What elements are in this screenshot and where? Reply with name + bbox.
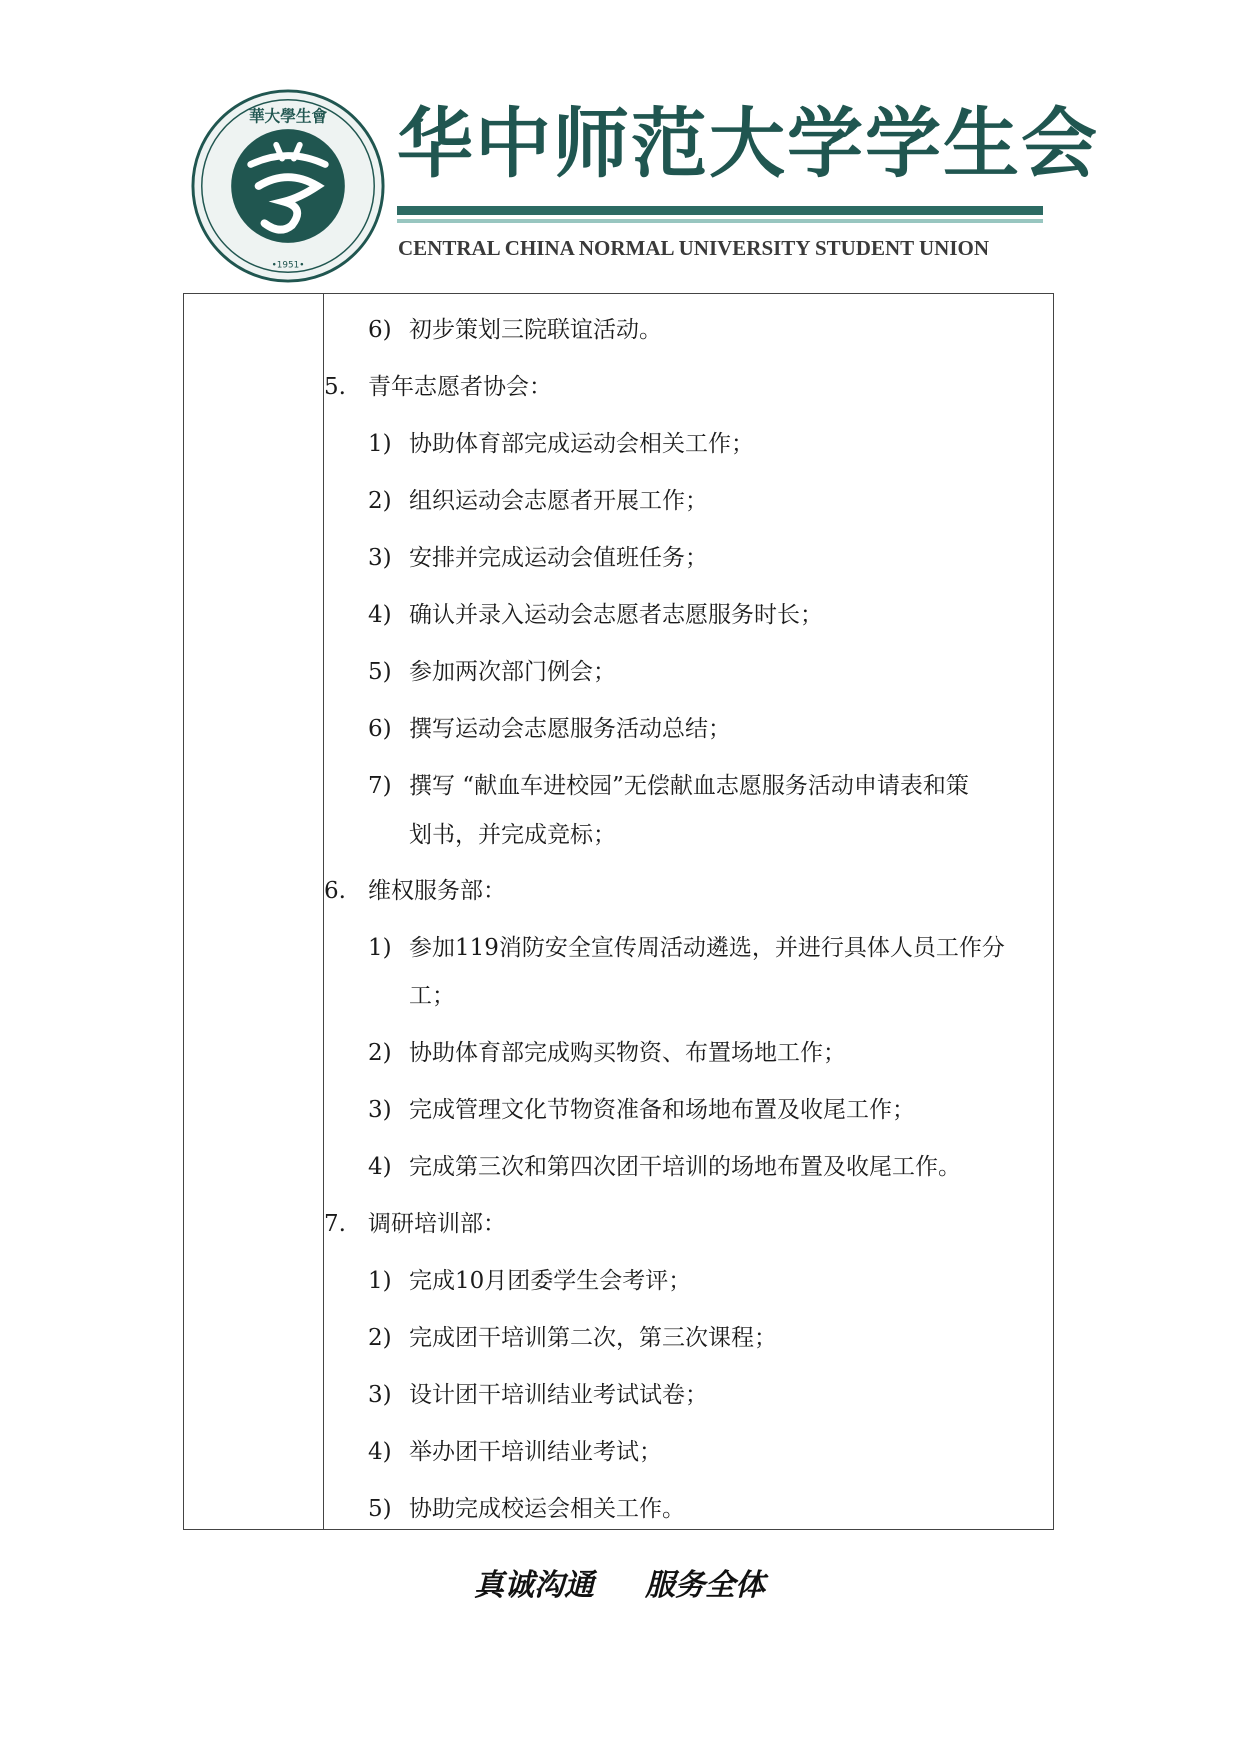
item-text: 撰写运动会志愿服务活动总结； <box>409 716 731 742</box>
item-text: 协助体育部完成购买物资、布置场地工作； <box>409 1040 846 1066</box>
item-number: 1) <box>368 935 392 961</box>
item-text: 青年志愿者协会： <box>368 374 552 400</box>
report-content <box>324 294 1054 1529</box>
item-text: 初步策划三院联谊活动。 <box>409 317 662 343</box>
item-number: 6) <box>368 317 392 343</box>
item-number: 3) <box>368 545 392 571</box>
item-text: 协助体育部完成运动会相关工作； <box>409 431 754 457</box>
report-table <box>183 293 1054 1530</box>
item-text: 完成10月团委学生会考评； <box>409 1268 692 1294</box>
item-number: 2) <box>368 1040 392 1066</box>
item-number: 1) <box>368 1268 392 1294</box>
item-number: 7) <box>368 773 392 799</box>
item-number: 1) <box>368 431 392 457</box>
item-number: 6) <box>368 716 392 742</box>
item-number: 2) <box>368 1325 392 1351</box>
item-text: 撰写 “献血车进校园”无偿献血志愿服务活动申请表和策 <box>409 773 969 799</box>
letterhead <box>190 88 1099 288</box>
item-text: 完成团干培训第二次，第三次课程； <box>409 1325 777 1351</box>
item-number: 3) <box>368 1097 392 1123</box>
item-text: 维权服务部： <box>368 878 506 904</box>
item-number: 4) <box>368 1439 392 1465</box>
slogan-left: 真诚沟通 <box>474 1568 595 1603</box>
item-text: 安排并完成运动会值班任务； <box>409 545 708 571</box>
footer-slogan <box>0 1560 1239 1604</box>
slogan-right: 服务全体 <box>644 1568 765 1603</box>
item-text: 调研培训部： <box>368 1211 506 1237</box>
item-number: 3) <box>368 1382 392 1408</box>
item-text: 设计团干培训结业考试试卷； <box>409 1382 708 1408</box>
item-text: 划书，并完成竞标； <box>409 822 616 848</box>
item-number: 2) <box>368 488 392 514</box>
item-number: 6. <box>324 878 346 904</box>
item-text: 参加两次部门例会； <box>409 659 616 685</box>
item-text: 确认并录入运动会志愿者志愿服务时长； <box>409 602 823 628</box>
item-number: 5. <box>324 374 346 400</box>
title-english: CENTRAL CHINA NORMAL UNIVERSITY STUDENT UNION <box>398 236 990 260</box>
item-number: 5) <box>368 659 392 685</box>
seal-top-text: 華大學生會 <box>248 106 328 126</box>
item-text: 举办团干培训结业考试； <box>409 1439 662 1465</box>
item-number: 7. <box>324 1211 346 1237</box>
title-rule-dark <box>397 206 1043 215</box>
item-text: 工； <box>409 983 455 1009</box>
item-text: 组织运动会志愿者开展工作； <box>409 488 708 514</box>
item-text: 完成第三次和第四次团干培训的场地布置及收尾工作。 <box>409 1154 961 1180</box>
item-text: 协助完成校运会相关工作。 <box>409 1496 685 1522</box>
item-text: 参加119消防安全宣传周活动遴选，并进行具体人员工作分 <box>409 935 1005 961</box>
title-chinese: 华中师范大学学生会 <box>397 99 1099 188</box>
item-number: 4) <box>368 1154 392 1180</box>
item-number: 4) <box>368 602 392 628</box>
item-number: 5) <box>368 1496 392 1522</box>
seal-year-text: •1951• <box>271 260 305 271</box>
item-text: 完成管理文化节物资准备和场地布置及收尾工作； <box>409 1097 915 1123</box>
title-rule-light <box>397 219 1043 223</box>
student-union-seal-logo <box>190 88 386 284</box>
